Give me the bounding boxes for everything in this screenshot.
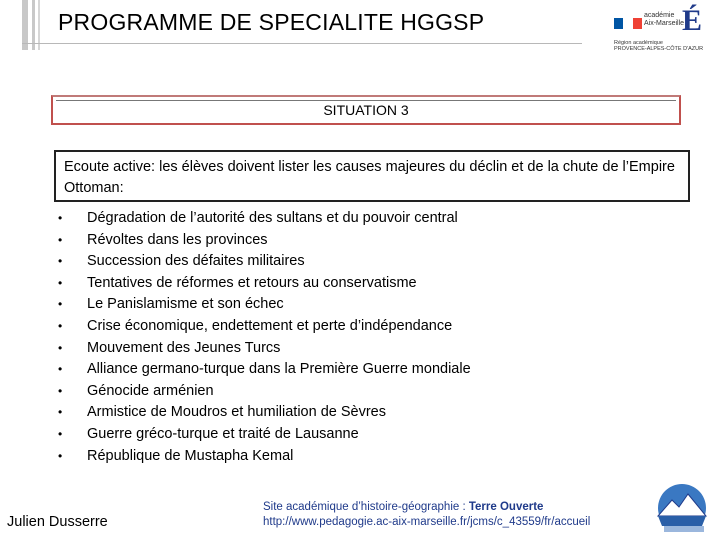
question-text: Ecoute active: les élèves doivent lister les causes majeures du déclin et de la chute de l’Empire Ottoman:	[64, 159, 675, 196]
academie-logo	[612, 4, 712, 54]
list-item: • Armistice de Moudros et humiliation de Sèvres	[58, 404, 386, 421]
list-item: • Alliance germano-turque dans la Première Guerre mondiale	[58, 361, 471, 378]
french-flag-icon	[614, 18, 642, 29]
site-prefix: Site académique d’histoire-géographie :	[263, 501, 469, 513]
situation-label: SITUATION 3	[323, 102, 409, 118]
logo-text: académie Aix-Marseille	[644, 12, 685, 27]
mountain-logo-icon	[652, 482, 712, 538]
list-item: • Le Panislamisme et son échec	[58, 296, 284, 313]
causes-list	[54, 208, 471, 467]
list-item: • Révoltes dans les provinces	[58, 231, 268, 248]
list-item: • Succession des défaites militaires	[58, 253, 305, 270]
author-name: Julien Dusserre	[7, 514, 108, 530]
list-item: • Guerre gréco-turque et traité de Lausanne	[58, 425, 359, 442]
list-item: • République de Mustapha Kemal	[58, 447, 294, 464]
page-title: PROGRAMME DE SPECIALITE HGGSP	[58, 9, 485, 35]
list-item: • Dégradation de l’autorité des sultans et du pouvoir central	[58, 210, 458, 226]
situation-box	[51, 95, 681, 125]
list-item: • Génocide arménien	[58, 382, 214, 399]
site-name: Terre Ouverte	[468, 501, 544, 513]
site-url-link[interactable]: http://www.pedagogie.ac-aix-marseille.fr/jcms/c_43559/fr/accueil	[263, 516, 591, 528]
logo-letter: É	[682, 4, 703, 37]
list-item: • Tentatives de réformes et retours au conservatisme	[58, 274, 417, 291]
list-item: • Mouvement des Jeunes Turcs	[58, 339, 281, 356]
header-divider	[22, 43, 582, 44]
list-item: • Crise économique, endettement et perte d’indépendance	[58, 317, 453, 334]
footer-site	[263, 500, 590, 530]
logo-subtitle: Région académique PROVENCE-ALPES-CÔTE D'AZUR	[614, 40, 704, 52]
question-box	[54, 150, 690, 202]
